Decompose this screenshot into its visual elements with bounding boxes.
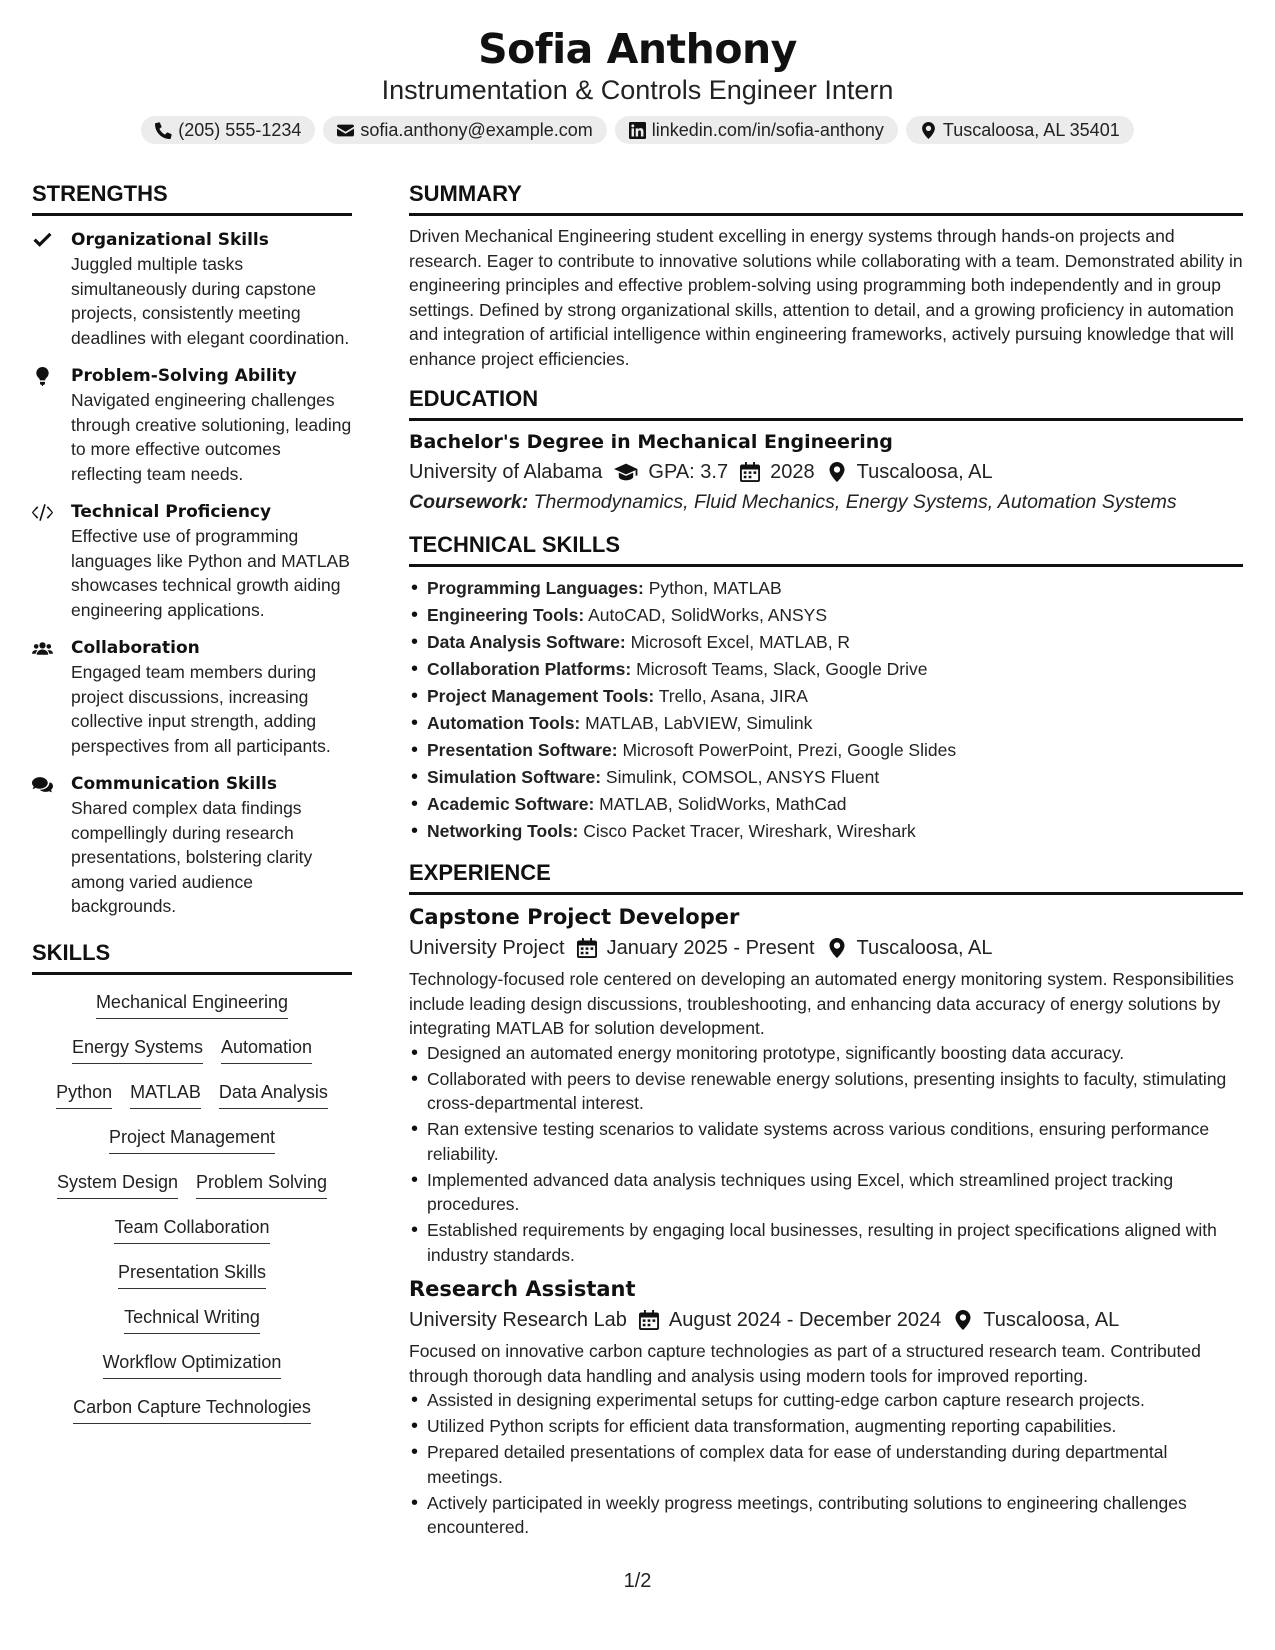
- right-column: [409, 180, 1243, 1541]
- graduation-cap-icon: [614, 462, 638, 482]
- strength-item: [32, 636, 352, 758]
- job-entry: [409, 903, 1243, 1267]
- job-meta: [409, 1305, 1243, 1335]
- skill-tag: System Design: [57, 1169, 178, 1199]
- skill-tag-list: [32, 989, 352, 1439]
- skill-tag: Carbon Capture Technologies: [73, 1394, 311, 1424]
- phone-icon: [155, 122, 172, 139]
- skill-tag: Workflow Optimization: [103, 1349, 282, 1379]
- coursework: [409, 487, 1243, 517]
- job-bullets: [409, 1388, 1243, 1540]
- strength-desc: Juggled multiple tasks simultaneously during capstone projects, consistently meeting deadlines with elegant coordination.: [71, 254, 350, 348]
- list-item: [409, 683, 1243, 710]
- job-title: Research Assistant: [409, 1277, 636, 1301]
- school-location: Tuscaloosa, AL: [856, 461, 993, 483]
- strength-title: Collaboration: [71, 638, 200, 658]
- skill-values: Trello, Asana, JIRA: [658, 686, 808, 706]
- job-title: Capstone Project Developer: [409, 905, 740, 929]
- strength-title: Technical Proficiency: [71, 502, 272, 522]
- education-heading: EDUCATION: [409, 385, 1243, 421]
- skill-values: MATLAB, LabVIEW, Simulink: [585, 713, 813, 733]
- education-section: [409, 385, 1243, 517]
- strength-title: Communication Skills: [71, 774, 277, 794]
- code-icon: [32, 503, 53, 522]
- check-icon: [32, 231, 53, 250]
- skills-section: [32, 939, 352, 1439]
- skill-values: MATLAB, SolidWorks, MathCad: [599, 794, 847, 814]
- job-description: Focused on innovative carbon capture technologies as part of a structured research team. Contributed through thorough data handling and analysis using modern tools for improved reporting.: [409, 1341, 1201, 1386]
- summary-section: [409, 180, 1243, 371]
- list-item: • Ran extensive testing scenarios to validate systems across various conditions, ensuring performance reliability.: [409, 1117, 1243, 1166]
- list-item: • Utilized Python scripts for efficient data transformation, augmenting reporting capabilities.: [409, 1414, 1243, 1439]
- skill-tag: MATLAB: [130, 1079, 201, 1109]
- skill-category: Automation Tools:: [427, 713, 581, 733]
- location-pin-icon: [953, 1310, 973, 1330]
- strengths-section: [32, 180, 352, 919]
- strength-item: [32, 500, 352, 622]
- coursework-label: Coursework:: [409, 491, 529, 513]
- contact-phone-text: (205) 555-1234: [178, 119, 302, 140]
- technical-skills-section: [409, 531, 1243, 845]
- job-location: Tuscaloosa, AL: [856, 937, 993, 959]
- job-org: University Project: [409, 937, 565, 959]
- strength-desc: Navigated engineering challenges through creative solutioning, leading to more effective outcomes reflecting team needs.: [71, 390, 352, 484]
- contact-location-text: Tuscaloosa, AL 35401: [942, 119, 1120, 140]
- strength-item: [32, 772, 352, 919]
- skill-category: Presentation Software:: [427, 740, 618, 760]
- job-meta: [409, 933, 1243, 963]
- list-item: [409, 656, 1243, 683]
- contact-linkedin[interactable]: [615, 116, 898, 144]
- strength-item: [32, 364, 352, 486]
- skill-category: Simulation Software:: [427, 767, 602, 787]
- skill-values: Microsoft PowerPoint, Prezi, Google Slides: [622, 740, 957, 760]
- list-item: [409, 602, 1243, 629]
- experience-heading: EXPERIENCE: [409, 859, 1243, 895]
- job-location: Tuscaloosa, AL: [983, 1309, 1120, 1331]
- skill-category: Networking Tools:: [427, 821, 579, 841]
- skill-values: Microsoft Teams, Slack, Google Drive: [636, 659, 928, 679]
- skills-heading: SKILLS: [32, 939, 352, 975]
- list-item: • Implemented advanced data analysis techniques using Excel, which streamlined project tracking procedures.: [409, 1168, 1243, 1217]
- skill-category: Programming Languages:: [427, 578, 644, 598]
- skill-tag: Data Analysis: [219, 1079, 328, 1109]
- skill-category: Academic Software:: [427, 794, 595, 814]
- skill-values: Microsoft Excel, MATLAB, R: [630, 632, 851, 652]
- skill-tag: Mechanical Engineering: [96, 989, 288, 1019]
- contact-linkedin-text: linkedin.com/in/sofia-anthony: [651, 119, 884, 140]
- list-item: [409, 575, 1243, 602]
- coursework-list: Thermodynamics, Fluid Mechanics, Energy Systems, Automation Systems: [533, 491, 1177, 513]
- job-description: Technology-focused role centered on developing an automated energy monitoring system. Responsibilities include leading design discussions, troubleshooting, and enhancing data accuracy of energy solutions by integrating MATLAB for solution development.: [409, 969, 1234, 1038]
- experience-section: [409, 859, 1243, 1540]
- list-item: [409, 791, 1243, 818]
- skill-category: Project Management Tools:: [427, 686, 655, 706]
- job-dates: August 2024 - December 2024: [668, 1309, 942, 1331]
- strengths-heading: STRENGTHS: [32, 180, 352, 216]
- skill-values: AutoCAD, SolidWorks, ANSYS: [588, 605, 828, 625]
- degree-name: Bachelor's Degree in Mechanical Engineering: [409, 431, 893, 453]
- contact-bar: [0, 116, 1275, 144]
- strength-title: Organizational Skills: [71, 230, 269, 250]
- skill-tag: Technical Writing: [124, 1304, 260, 1334]
- calendar-icon: [577, 938, 597, 958]
- location-pin-icon: [827, 938, 847, 958]
- envelope-icon: [337, 122, 354, 139]
- contact-location: [906, 116, 1134, 144]
- calendar-icon: [639, 1310, 659, 1330]
- list-item: • Established requirements by engaging local businesses, resulting in project specifications aligned with industry standards.: [409, 1218, 1243, 1267]
- calendar-icon: [740, 462, 760, 482]
- location-pin-icon: [920, 122, 937, 139]
- skill-values: Cisco Packet Tracer, Wireshark, Wireshark: [583, 821, 916, 841]
- strength-desc: Shared complex data findings compellingly during research presentations, bolstering clarity among varied audience backgrounds.: [71, 798, 313, 916]
- page-number: 1/2: [623, 1570, 652, 1592]
- job-org: University Research Lab: [409, 1309, 627, 1331]
- strength-desc: Effective use of programming languages like Python and MATLAB showcases technical growth aiding engineering applications.: [71, 526, 350, 620]
- location-pin-icon: [827, 462, 847, 482]
- gpa: GPA: 3.7: [648, 461, 729, 483]
- job-dates: January 2025 - Present: [606, 937, 815, 959]
- job-bullets: [409, 1041, 1243, 1268]
- skill-category: Engineering Tools:: [427, 605, 585, 625]
- list-item: • Prepared detailed presentations of complex data for ease of understanding during departmental meetings.: [409, 1440, 1243, 1489]
- resume-header: [0, 22, 1275, 144]
- list-item: • Designed an automated energy monitoring prototype, significantly boosting data accuracy.: [409, 1041, 1243, 1066]
- left-column: [32, 180, 352, 1439]
- skill-tag: Python: [56, 1079, 112, 1109]
- skill-tag: Problem Solving: [196, 1169, 327, 1199]
- list-item: [409, 629, 1243, 656]
- list-item: • Collaborated with peers to devise renewable energy solutions, presenting insights to faculty, stimulating cross-departmental interest.: [409, 1067, 1243, 1116]
- list-item: [409, 764, 1243, 791]
- skill-tag: Team Collaboration: [114, 1214, 269, 1244]
- strength-item: [32, 228, 352, 350]
- skill-tag: Presentation Skills: [118, 1259, 266, 1289]
- summary-text: Driven Mechanical Engineering student excelling in energy systems through hands-on projects and research. Eager to contribute to innovative solutions while collaborating with a team. Demonstrated ability in engineering principles and effective problem-solving using programming both independently and in group settings. Defined by strong organizational skills, attention to detail, and a growing proficiency in automation and integration of artificial intelligence within engineering frameworks, actively pursuing knowledge that will enhance project efficiencies.: [409, 226, 1243, 369]
- skill-tag: Energy Systems: [72, 1034, 203, 1064]
- strength-title: Problem-Solving Ability: [71, 366, 297, 386]
- skill-values: Python, MATLAB: [648, 578, 782, 598]
- comments-icon: [32, 775, 53, 794]
- list-item: • Assisted in designing experimental setups for cutting-edge carbon capture research projects.: [409, 1388, 1243, 1413]
- school-name: University of Alabama: [409, 461, 603, 483]
- skill-category: Collaboration Platforms:: [427, 659, 632, 679]
- graduation-year: 2028: [770, 461, 815, 483]
- list-item: [409, 818, 1243, 845]
- technical-skills-list: [409, 575, 1243, 845]
- technical-skills-heading: TECHNICAL SKILLS: [409, 531, 1243, 567]
- candidate-name: Sofia Anthony: [478, 25, 797, 73]
- lightbulb-icon: [32, 367, 53, 386]
- users-icon: [32, 639, 53, 658]
- summary-heading: SUMMARY: [409, 180, 1243, 216]
- job-entry: [409, 1275, 1243, 1540]
- skill-category: Data Analysis Software:: [427, 632, 626, 652]
- contact-phone[interactable]: [141, 116, 315, 144]
- skill-values: Simulink, COMSOL, ANSYS Fluent: [605, 767, 880, 787]
- contact-email[interactable]: [323, 116, 606, 144]
- strength-desc: Engaged team members during project discussions, increasing collective input strength, adding perspectives from all participants.: [71, 662, 331, 756]
- skill-tag: Automation: [221, 1034, 312, 1064]
- education-meta: [409, 457, 1243, 487]
- candidate-title: Instrumentation & Controls Engineer Intern: [381, 75, 894, 105]
- list-item: • Actively participated in weekly progress meetings, contributing solutions to engineering challenges encountered.: [409, 1491, 1243, 1540]
- list-item: [409, 710, 1243, 737]
- linkedin-icon: [629, 122, 646, 139]
- skill-tag: Project Management: [109, 1124, 275, 1154]
- contact-email-text: sofia.anthony@example.com: [360, 119, 593, 140]
- list-item: [409, 737, 1243, 764]
